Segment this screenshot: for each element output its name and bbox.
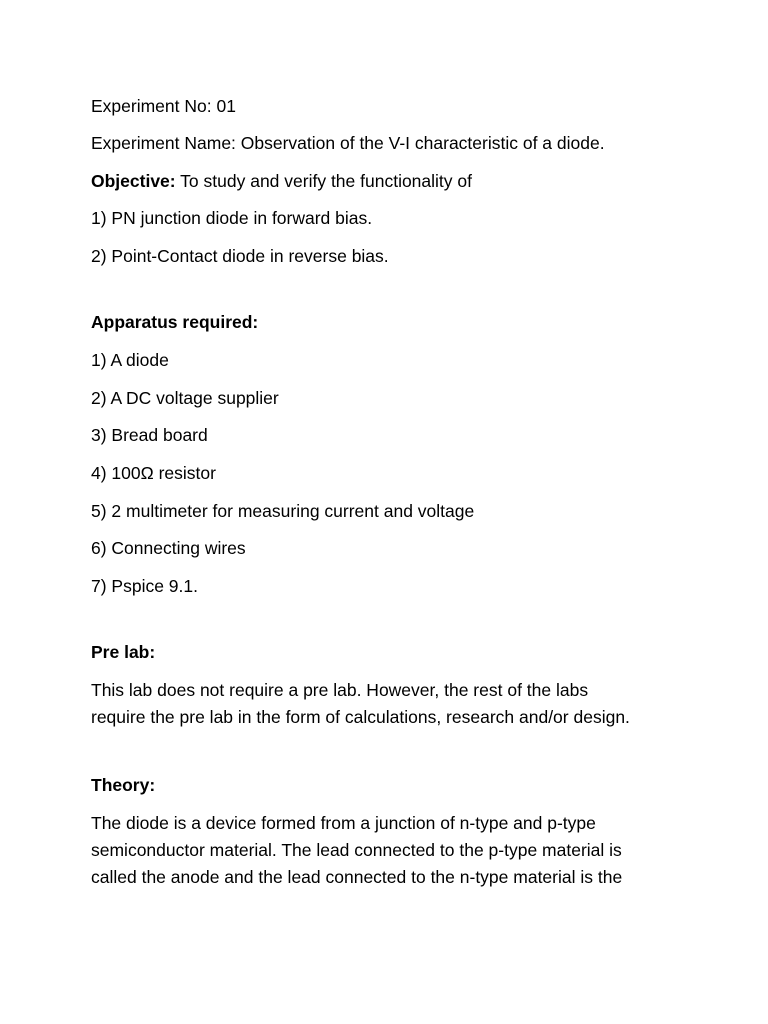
- prelab-heading: Pre lab:: [91, 642, 156, 662]
- theory-heading: Theory:: [91, 775, 156, 795]
- theory-paragraph-line: The diode is a device formed from a junction of n-type and p-type: [91, 813, 596, 833]
- apparatus-item: 4) 100Ω resistor: [91, 463, 216, 483]
- apparatus-item: 7) Pspice 9.1.: [91, 576, 198, 596]
- apparatus-item: 6) Connecting wires: [91, 538, 246, 558]
- prelab-paragraph-line: This lab does not require a pre lab. However, the rest of the labs: [91, 680, 589, 700]
- theory-paragraph-line: semiconductor material. The lead connected to the p-type material is: [91, 840, 622, 860]
- apparatus-item: 3) Bread board: [91, 425, 208, 445]
- theory-paragraph-line: called the anode and the lead connected to the n-type material is the: [91, 867, 623, 887]
- apparatus-item: 1) A diode: [91, 350, 169, 370]
- objective-line: [91, 170, 472, 192]
- experiment-name: Experiment Name: Observation of the V-I characteristic of a diode.: [91, 133, 605, 153]
- prelab-paragraph-line: require the pre lab in the form of calculations, research and/or design.: [91, 707, 630, 727]
- experiment-number: Experiment No: 01: [91, 96, 236, 116]
- apparatus-item: 2) A DC voltage supplier: [91, 388, 279, 408]
- apparatus-heading: Apparatus required:: [91, 312, 259, 332]
- objective-item: 1) PN junction diode in forward bias.: [91, 208, 373, 228]
- objective-label: Objective:: [91, 171, 176, 191]
- objective-item: 2) Point-Contact diode in reverse bias.: [91, 246, 389, 266]
- apparatus-item: 5) 2 multimeter for measuring current and voltage: [91, 501, 475, 521]
- objective-text: To study and verify the functionality of: [175, 171, 472, 191]
